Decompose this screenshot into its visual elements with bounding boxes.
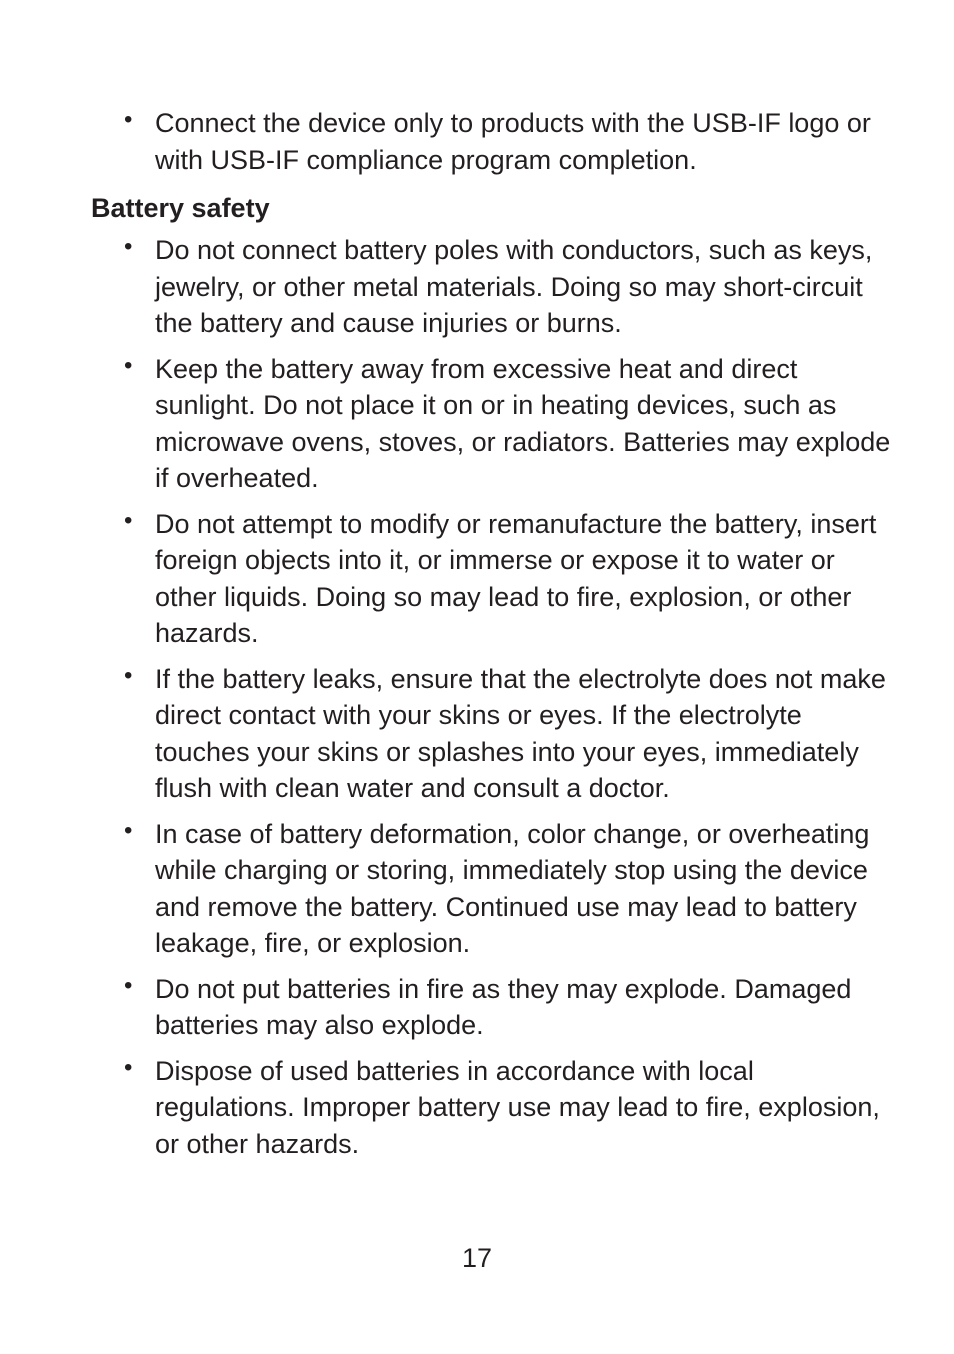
list-item [0, 1053, 954, 1163]
list-item-text: Connect the device only to products with the USB-IF logo or with USB-IF compliance program completion. [155, 108, 871, 175]
bullet-icon: • [124, 106, 133, 133]
list-item [0, 971, 954, 1044]
bullet-icon: • [124, 661, 133, 689]
list-item-text: Do not attempt to modify or remanufacture the battery, insert foreign objects into it, or immerse or expose it to water or other liquids. Doing so may lead to fire, explosion, or other hazards. [155, 508, 877, 648]
section-heading: Battery safety [91, 193, 270, 223]
list-item-text: Do not put batteries in fire as they may explode. Damaged batteries may also explode. [155, 973, 852, 1040]
battery-safety-list [0, 232, 954, 1171]
bullet-icon: • [124, 233, 133, 260]
list-item-text: Keep the battery away from excessive heat and direct sunlight. Do not place it on or in heating devices, such as microwave ovens, stoves, or radiators. Batteries may explode if overheated. [155, 353, 891, 493]
list-item [0, 816, 954, 962]
list-item [0, 105, 954, 178]
list-item [0, 351, 954, 497]
list-item-text: In case of battery deformation, color change, or overheating while charging or storing, immediately stop using the device and remove the battery. Continued use may lead to battery leakage, fire, or explosion. [155, 818, 870, 958]
list-item-text: Dispose of used batteries in accordance with local regulations. Improper battery use may lead to fire, explosion, or other hazards. [155, 1055, 880, 1159]
list-item [0, 506, 954, 652]
bullet-icon: • [124, 506, 133, 534]
intro-bullet-list [0, 105, 954, 187]
list-item [0, 661, 954, 807]
list-item [0, 232, 954, 342]
bullet-icon: • [124, 816, 133, 844]
list-item-text: If the battery leaks, ensure that the electrolyte does not make direct contact with your skins or eyes. If the electrolyte touches your skins or splashes into your eyes, immediately flush with clean water and consult a doctor. [155, 663, 886, 803]
list-item-text: Do not connect battery poles with conductors, such as keys, jewelry, or other metal materials. Doing so may short-circuit the battery and cause injuries or burns. [155, 235, 873, 338]
bullet-icon: • [124, 971, 133, 999]
page-number: 17 [461, 1243, 493, 1273]
bullet-icon: • [124, 1053, 133, 1081]
bullet-icon: • [124, 351, 133, 379]
